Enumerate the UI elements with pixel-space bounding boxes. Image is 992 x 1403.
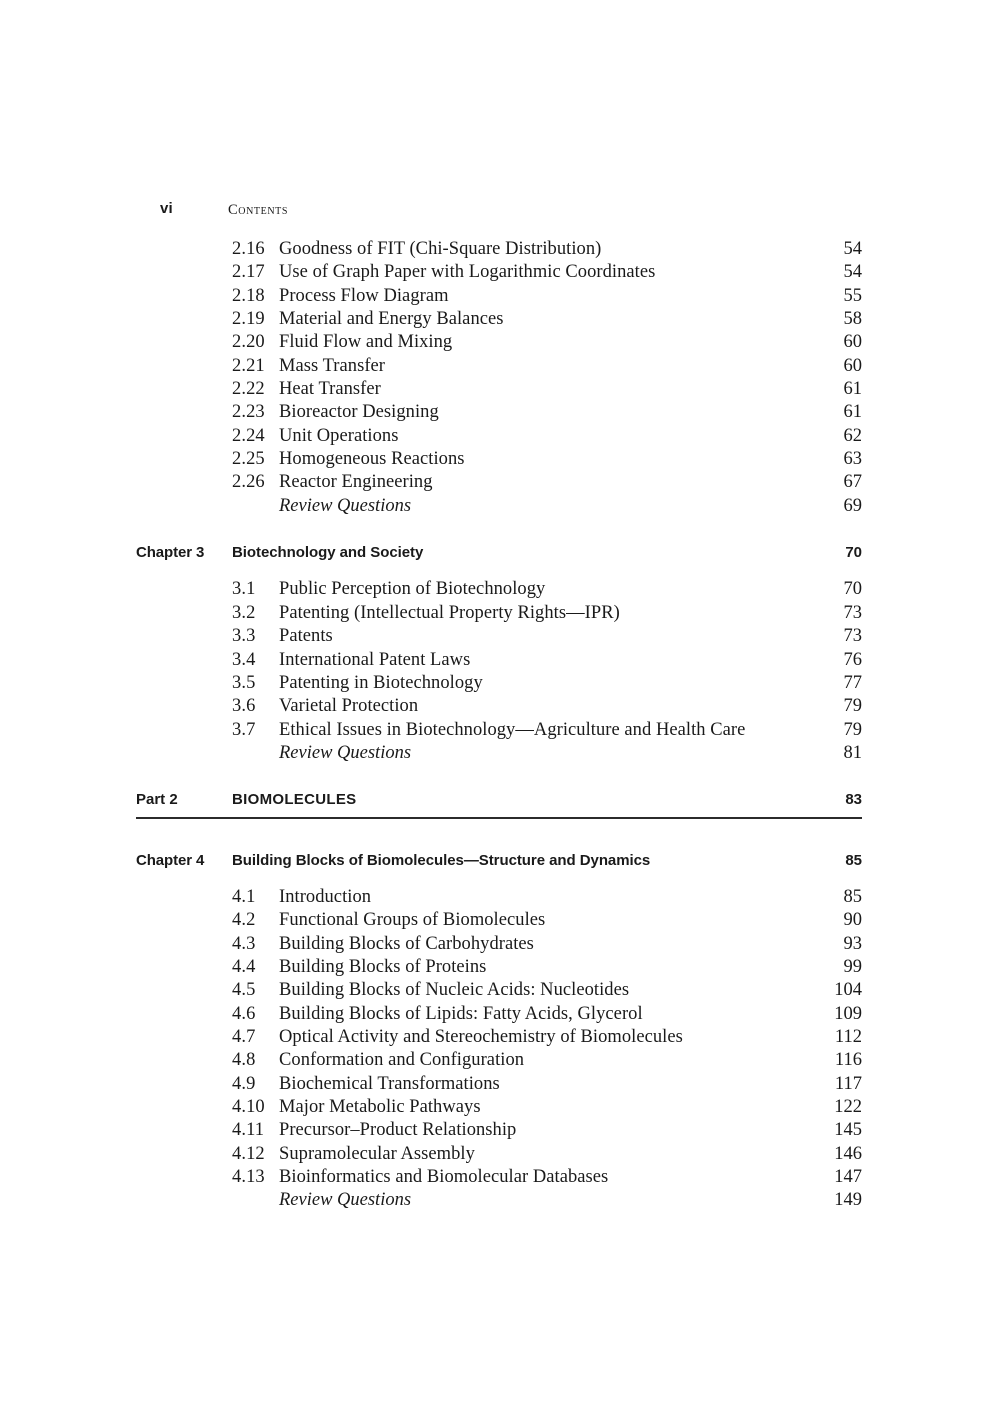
toc-entry-number: 3.5 <box>232 672 256 693</box>
toc-entry[interactable] <box>136 1166 862 1189</box>
toc-entry[interactable] <box>136 672 862 695</box>
toc-entry-title: Reactor Engineering <box>279 472 433 493</box>
toc-entry-page-number: 63 <box>843 449 862 470</box>
toc-entry-page-number: 109 <box>834 1003 862 1024</box>
toc-entry-title: Building Blocks of Proteins <box>279 956 487 977</box>
toc-entry-number: 3.2 <box>232 602 256 623</box>
toc-entry-page-number: 61 <box>843 402 862 423</box>
toc-entry-number: 2.21 <box>232 355 265 376</box>
toc-entry-title: Supramolecular Assembly <box>279 1143 475 1164</box>
toc-entry-page-number: 146 <box>834 1143 862 1164</box>
toc-entry[interactable] <box>136 578 862 601</box>
toc-entry-title: Major Metabolic Pathways <box>279 1097 481 1117</box>
toc-entry-number: 4.7 <box>232 1026 256 1047</box>
toc-entry[interactable] <box>136 1049 862 1072</box>
toc-entry-number: 4.6 <box>232 1003 256 1024</box>
toc-entry-page-number: 93 <box>843 933 862 954</box>
toc-chapter-label: Chapter 4 <box>136 851 205 869</box>
toc-entry-page-number: 60 <box>843 355 862 376</box>
toc-entry-page-number: 112 <box>834 1026 862 1047</box>
toc-entry-title: Bioinformatics and Biomolecular Databases <box>279 1167 609 1188</box>
heading-spacer <box>136 872 862 886</box>
toc-entry-title: Biochemical Transformations <box>279 1073 500 1094</box>
toc-entry[interactable] <box>136 719 862 742</box>
toc-entry-page-number: 90 <box>843 910 862 931</box>
toc-entry[interactable] <box>136 956 862 979</box>
toc-entry-number: 4.12 <box>232 1143 265 1164</box>
toc-entry[interactable] <box>136 425 862 448</box>
toc-review-questions-title: Review Questions <box>279 1190 412 1211</box>
toc-entry-number: 2.25 <box>232 449 265 470</box>
toc-entry-number: 2.23 <box>232 402 265 423</box>
toc-entry-number: 3.3 <box>232 626 256 647</box>
toc-entry-page-number: 54 <box>843 262 862 283</box>
toc-entry-number: 2.17 <box>232 262 265 283</box>
toc-entry-title: International Patent Laws <box>279 649 471 670</box>
toc-entry-page-number: 85 <box>843 886 862 907</box>
toc-entry-page-number: 79 <box>843 696 862 717</box>
toc-entry[interactable] <box>136 1119 862 1142</box>
toc-entry-number: 2.26 <box>232 472 265 493</box>
heading-spacer <box>136 564 862 578</box>
toc-entry-number: 3.7 <box>232 719 256 740</box>
toc-entry[interactable] <box>136 1096 862 1119</box>
toc-part-page-number: 83 <box>845 791 862 809</box>
toc-entry-title: Goodness of FIT (Chi-Square Distribution) <box>279 239 602 259</box>
toc-entry-page-number: 67 <box>843 472 862 493</box>
toc-entry[interactable] <box>136 471 862 494</box>
toc-entry-page-number: 122 <box>834 1097 862 1117</box>
toc-entry[interactable] <box>136 285 862 308</box>
page-folio: vi <box>160 200 173 217</box>
toc-entry-title: Bioreactor Designing <box>279 402 439 423</box>
toc-entry-title: Process Flow Diagram <box>279 285 449 306</box>
section-spacer <box>136 518 862 541</box>
toc-entry-title: Patents <box>279 626 333 647</box>
toc-entry-number: 3.4 <box>232 649 256 670</box>
toc-part-title: BIOMOLECULES <box>232 791 357 809</box>
toc-entry-title: Patenting in Biotechnology <box>279 672 483 693</box>
toc-entry-number: 2.24 <box>232 425 265 446</box>
toc-part-label: Part 2 <box>136 791 178 809</box>
toc-entry[interactable] <box>136 649 862 672</box>
toc-entry-title: Varietal Protection <box>279 696 419 717</box>
running-head <box>136 200 866 222</box>
toc-entry-number: 4.3 <box>232 933 256 954</box>
toc-entry-page-number: 61 <box>843 379 862 400</box>
toc-entry-number: 3.6 <box>232 696 256 717</box>
toc-chapter-title: Building Blocks of Biomolecules—Structure and Dynamics <box>232 851 651 869</box>
toc-entry-number: 2.18 <box>232 285 265 306</box>
toc-entry-page-number: 117 <box>834 1073 862 1094</box>
toc-chapter-page-number: 85 <box>845 851 862 869</box>
toc-entry[interactable] <box>136 625 862 648</box>
toc-entry-number: 4.1 <box>232 886 256 907</box>
toc-entry-page-number: 77 <box>843 672 862 693</box>
toc-chapter-page-number: 70 <box>845 544 862 562</box>
toc-entry[interactable] <box>136 308 862 331</box>
toc-entry-number: 2.16 <box>232 239 265 259</box>
toc-entry[interactable] <box>136 448 862 471</box>
toc-review-questions-entry[interactable] <box>136 742 862 765</box>
toc-entry-title: Ethical Issues in Biotechnology—Agriculture and Health Care <box>279 719 746 740</box>
toc-entry-title: Fluid Flow and Mixing <box>279 332 453 353</box>
toc-entry-title: Building Blocks of Nucleic Acids: Nucleotides <box>279 980 630 1001</box>
toc-entry-title: Building Blocks of Carbohydrates <box>279 933 534 954</box>
toc-entry-page-number: 116 <box>834 1050 862 1071</box>
toc-entry[interactable] <box>136 886 862 909</box>
toc-entry-number: 2.22 <box>232 379 265 400</box>
toc-chapter-title: Biotechnology and Society <box>232 544 424 562</box>
toc-review-questions-page-number: 69 <box>843 495 862 516</box>
toc-entry-page-number: 145 <box>834 1120 862 1141</box>
toc-entry[interactable] <box>136 1073 862 1096</box>
toc-entry-page-number: 54 <box>843 239 862 259</box>
toc-entry-number: 4.8 <box>232 1050 256 1071</box>
toc-entry-page-number: 104 <box>834 980 862 1001</box>
toc-entry-page-number: 99 <box>843 956 862 977</box>
toc-entry-number: 4.4 <box>232 956 256 977</box>
toc-chapter-heading[interactable] <box>136 849 862 872</box>
running-head-title: Contents <box>228 202 289 218</box>
toc-entry[interactable] <box>136 1143 862 1166</box>
toc-entry[interactable] <box>136 1026 862 1049</box>
toc-entry-number: 4.9 <box>232 1073 256 1094</box>
toc-entry-title: Conformation and Configuration <box>279 1050 525 1071</box>
toc-entry[interactable] <box>136 933 862 956</box>
toc-entry-number: 4.5 <box>232 980 256 1001</box>
toc-entry-page-number: 70 <box>843 579 862 600</box>
toc-entry-page-number: 62 <box>843 425 862 446</box>
part-spacer <box>136 819 862 849</box>
toc-entry-title: Use of Graph Paper with Logarithmic Coordinates <box>279 262 656 283</box>
toc-review-questions-page-number: 81 <box>843 742 862 763</box>
toc-entry[interactable] <box>136 331 862 354</box>
toc-review-questions-page-number: 149 <box>834 1190 862 1211</box>
section-spacer <box>136 765 862 788</box>
toc-entry-number: 2.20 <box>232 332 265 353</box>
toc-review-questions-entry[interactable] <box>136 495 862 518</box>
toc-entry[interactable] <box>136 378 862 401</box>
toc-entry-title: Heat Transfer <box>279 379 381 400</box>
toc-entry-page-number: 73 <box>843 626 862 647</box>
toc-entry-title: Patenting (Intellectual Property Rights—IPR) <box>279 602 620 623</box>
toc-entry-title: Introduction <box>279 886 372 907</box>
toc-entry-title: Homogeneous Reactions <box>279 449 465 470</box>
toc-entry-title: Precursor–Product Relationship <box>279 1120 517 1141</box>
toc-entry-title: Unit Operations <box>279 425 399 446</box>
toc-entry[interactable] <box>136 238 862 261</box>
toc-entry-number: 4.10 <box>232 1097 265 1117</box>
toc-entry-title: Functional Groups of Biomolecules <box>279 910 546 931</box>
toc-entry[interactable] <box>136 355 862 378</box>
toc-entry-title: Material and Energy Balances <box>279 309 504 330</box>
toc-entry[interactable] <box>136 401 862 424</box>
toc-entry-page-number: 58 <box>843 309 862 330</box>
toc-entry-number: 4.11 <box>232 1120 265 1141</box>
toc-entry-page-number: 76 <box>843 649 862 670</box>
toc-entry-page-number: 147 <box>834 1167 862 1188</box>
toc-chapter-label: Chapter 3 <box>136 544 205 562</box>
toc-review-questions-title: Review Questions <box>279 495 412 516</box>
toc-entry-title: Optical Activity and Stereochemistry of Biomolecules <box>279 1026 683 1047</box>
toc-entry[interactable] <box>136 695 862 718</box>
toc-review-questions-title: Review Questions <box>279 742 412 763</box>
toc-entry[interactable] <box>136 979 862 1002</box>
toc-entry-number: 4.13 <box>232 1167 265 1188</box>
toc-entry-page-number: 60 <box>843 332 862 353</box>
table-of-contents <box>136 238 862 1213</box>
toc-entry[interactable] <box>136 602 862 625</box>
toc-entry-page-number: 79 <box>843 719 862 740</box>
toc-entry-number: 4.2 <box>232 910 256 931</box>
toc-review-questions-entry[interactable] <box>136 1189 862 1212</box>
toc-entry-page-number: 73 <box>843 602 862 623</box>
toc-part-heading[interactable] <box>136 788 862 811</box>
toc-entry-number: 3.1 <box>232 579 256 600</box>
toc-entry[interactable] <box>136 909 862 932</box>
toc-entry-number: 2.19 <box>232 309 265 330</box>
toc-entry[interactable] <box>136 261 862 284</box>
toc-entry-page-number: 55 <box>843 285 862 306</box>
toc-entry-title: Building Blocks of Lipids: Fatty Acids, Glycerol <box>279 1003 643 1024</box>
toc-chapter-heading[interactable] <box>136 541 862 564</box>
toc-entry-title: Public Perception of Biotechnology <box>279 579 546 600</box>
toc-entry[interactable] <box>136 1003 862 1026</box>
toc-entry-title: Mass Transfer <box>279 355 386 376</box>
